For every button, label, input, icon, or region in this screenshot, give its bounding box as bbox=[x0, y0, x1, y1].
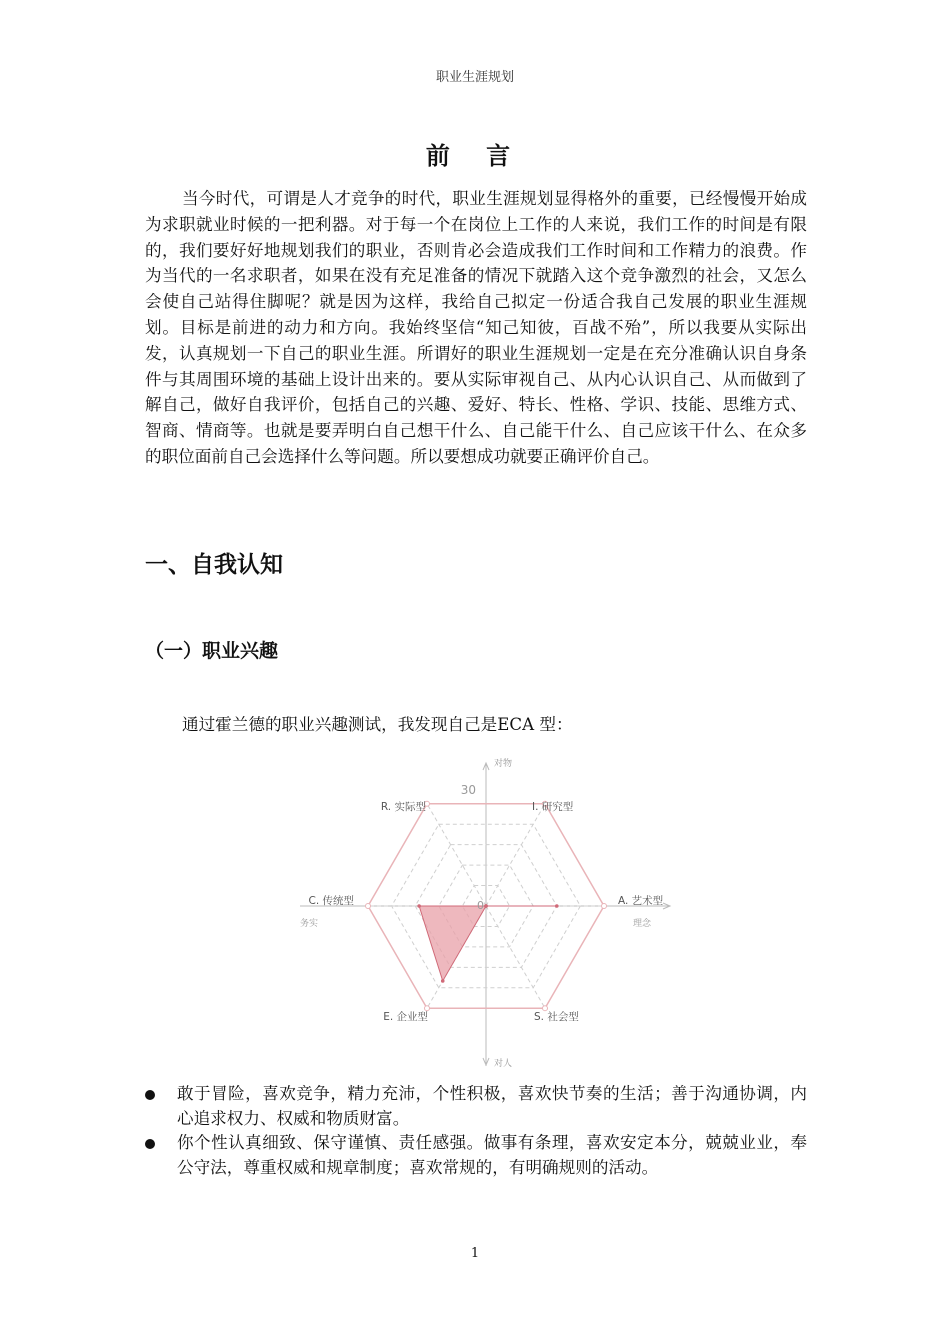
list-item bbox=[145, 1131, 807, 1180]
test-result-text: 通过霍兰德的职业兴趣测试，我发现自己是ECA 型： bbox=[182, 715, 573, 734]
radar-spoke bbox=[486, 906, 545, 1008]
vertex-dot bbox=[543, 1006, 548, 1011]
data-point bbox=[484, 904, 488, 908]
bullet-icon bbox=[145, 1090, 155, 1100]
section-heading: 一、自我认知 bbox=[145, 552, 283, 578]
category-label: I. 研究型 bbox=[532, 801, 574, 813]
data-area bbox=[419, 906, 557, 981]
data-point bbox=[441, 979, 445, 983]
category-label: A. 艺术型 bbox=[618, 895, 664, 907]
bullet-icon bbox=[145, 1139, 155, 1149]
axis-label-top: 对物 bbox=[494, 759, 513, 769]
vertex-dot bbox=[366, 904, 371, 909]
subsection-heading: （一）职业兴趣 bbox=[145, 640, 279, 662]
category-label: C. 传统型 bbox=[308, 895, 354, 907]
axis-label-right: 理念 bbox=[632, 919, 651, 929]
page-number: 1 bbox=[470, 1246, 480, 1261]
trait-list bbox=[145, 1082, 807, 1180]
intro-paragraph: 当今时代，可谓是人才竞争的时代，职业生涯规划显得格外的重要，已经慢慢开始成为求职就业时候的一把利器。对于每一个在岗位上工作的人来说，我们工作的时间是有限的，我们要好好地规划我们的职业，否则肯必会造成我们工作时间和工作精力的浪费。作为当代的一名求职者，如果在没有充足准备的情况下就踏入这个竞争激烈的社会，又怎么会使自己站得住脚呢？就是因为这样，我给自己拟定一份适合我自己发展的职业生涯规划。目标是前进的动力和方向。我始终坚信“知己知彼，百战不殆”，所以我要从实际出发，认真规划一下自己的职业生涯。所谓好的职业生涯规划一定是在充分准确认识自身条件与其周围环境的基础上设计出来的。要从实际审视自己、从内心认识自己、从而做到了解自己，做好自我评价，包括自己的兴趣、爱好、特长、性格、学识、技能、思维方式、智商、情商等。也就是要弄明白自己想干什么、自己能干什么、自己应该干什么、在众多的职位面前自己会选择什么等问题。所以要想成功就要正确评价自己。 bbox=[145, 189, 807, 466]
tick-label-zero: 0 bbox=[477, 899, 484, 912]
page-header: 职业生涯规划 bbox=[435, 70, 514, 85]
category-label: S. 社会型 bbox=[534, 1011, 579, 1023]
radar-spoke bbox=[486, 804, 545, 906]
page-title: 前 言 bbox=[425, 141, 525, 170]
vertex-dot bbox=[602, 904, 607, 909]
holland-radar-chart bbox=[290, 752, 680, 1072]
radar-spoke bbox=[427, 804, 486, 906]
axis-label-left: 务实 bbox=[300, 919, 319, 929]
list-item bbox=[145, 1082, 807, 1131]
data-point bbox=[417, 904, 421, 908]
vertex-dot bbox=[425, 1006, 430, 1011]
tick-label-max: 30 bbox=[460, 783, 476, 797]
axis-label-bottom: 对人 bbox=[494, 1059, 513, 1069]
list-item-text: 你个性认真细致、保守谨慎、责任感强。做事有条理，喜欢安定本分，兢兢业业，奉公守法，尊重权威和规章制度；喜欢常规的，有明确规则的活动。 bbox=[177, 1133, 807, 1177]
category-label: R. 实际型 bbox=[380, 801, 426, 813]
list-item-text: 敢于冒险，喜欢竞争，精力充沛，个性积极，喜欢快节奏的生活；善于沟通协调，内心追求权力、权威和物质财富。 bbox=[177, 1084, 807, 1128]
data-point bbox=[555, 904, 559, 908]
category-label: E. 企业型 bbox=[383, 1011, 428, 1023]
